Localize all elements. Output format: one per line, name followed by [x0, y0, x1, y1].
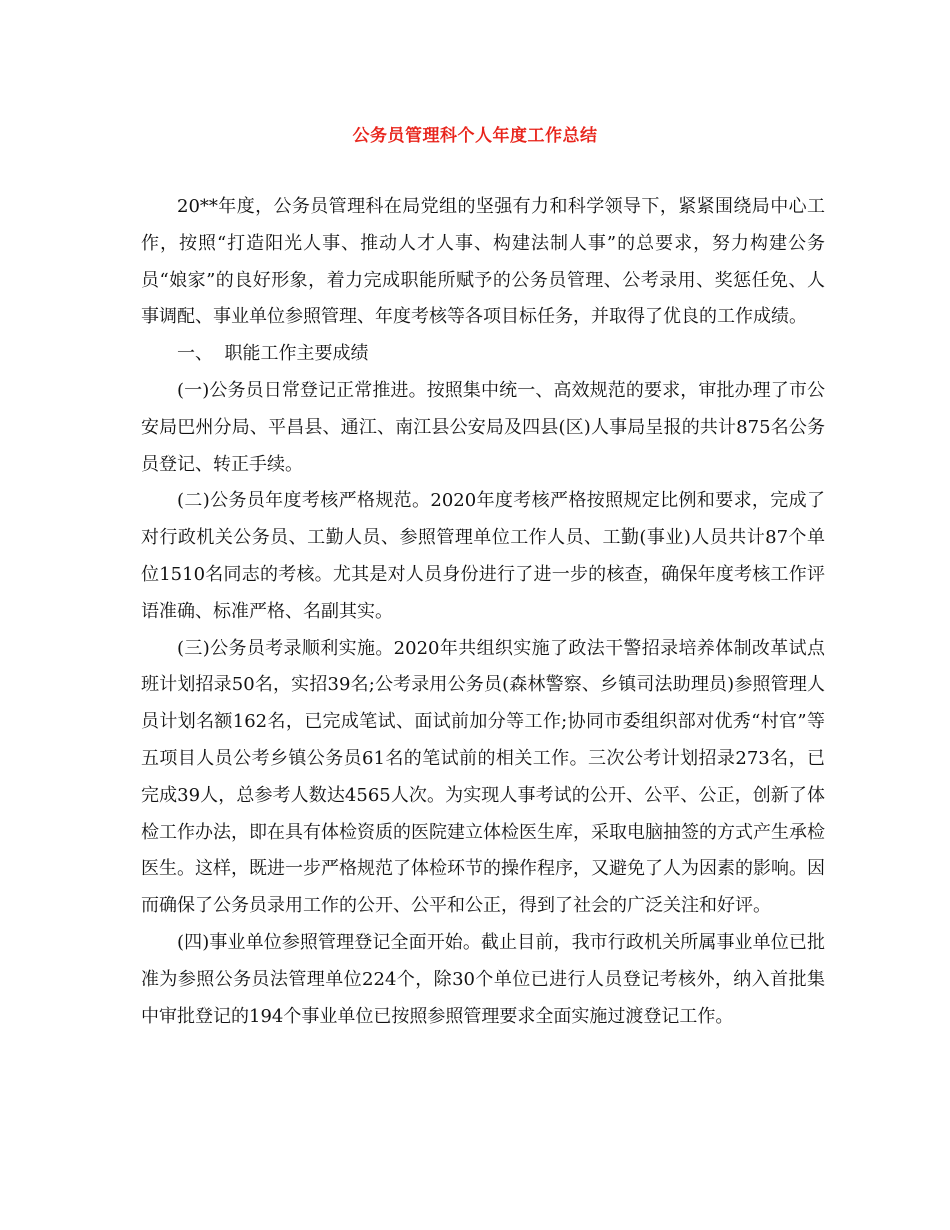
item-1-paragraph: (一)公务员日常登记正常推进。按照集中统一、高效规范的要求，审批办理了市公安局巴州分局、平昌县、通江、南江县公安局及四县(区)人事局呈报的共计875名公务员登记、转正手续。 — [141, 379, 825, 475]
document-title: 公务员管理科个人年度工作总结 — [352, 126, 598, 146]
item-2-paragraph: (二)公务员年度考核严格规范。2020年度考核严格按照规定比例和要求，完成了对行政机关公务员、工勤人员、参照管理单位工作人员、工勤(事业)人员共计87个单位1510名同志的考核。尤其是对人员身份进行了进一步的核查，确保年度考核工作评语准确、标准严格、名副其实。 — [141, 490, 825, 622]
document-body — [141, 189, 825, 1035]
item-3-paragraph: (三)公务员考录顺利实施。2020年共组织实施了政法干警招录培养体制改革试点班计划招录50名，实招39名;公考录用公务员(森林警察、乡镇司法助理员)参照管理人员计划名额162名，已完成笔试、面试前加分等工作;协同市委组织部对优秀“村官”等五项目人员公考乡镇公务员61名的笔试前的相关工作。三次公考计划招录273名，已完成39人，总参考人数达4565人次。为实现人事考试的公开、公平、公正，创新了体检工作办法，即在具有体检资质的医院建立体检医生库，采取电脑抽签的方式产生承检医生。这样，既进一步严格规范了体检环节的操作程序，又避免了人为因素的影响。因而确保了公务员录用工作的公开、公平和公正，得到了社会的广泛关注和好评。 — [141, 637, 825, 917]
section-heading: 一、 职能工作主要成绩 — [177, 343, 369, 365]
item-4-paragraph: (四)事业单位参照管理登记全面开始。截止目前，我市行政机关所属事业单位已批准为参照公务员法管理单位224个，除30个单位已进行人员登记考核外，纳入首批集中审批登记的194个事业单位已按照参照管理要求全面实施过渡登记工作。 — [141, 931, 825, 1027]
intro-paragraph: 20**年度，公务员管理科在局党组的坚强有力和科学领导下，紧紧围绕局中心工作，按照“打造阳光人事、推动人才人事、构建法制人事”的总要求，努力构建公务员“娘家”的良好形象，着力完成职能所赋予的公务员管理、公考录用、奖惩任免、人事调配、事业单位参照管理、年度考核等各项目标任务，并取得了优良的工作成绩。 — [141, 196, 825, 328]
